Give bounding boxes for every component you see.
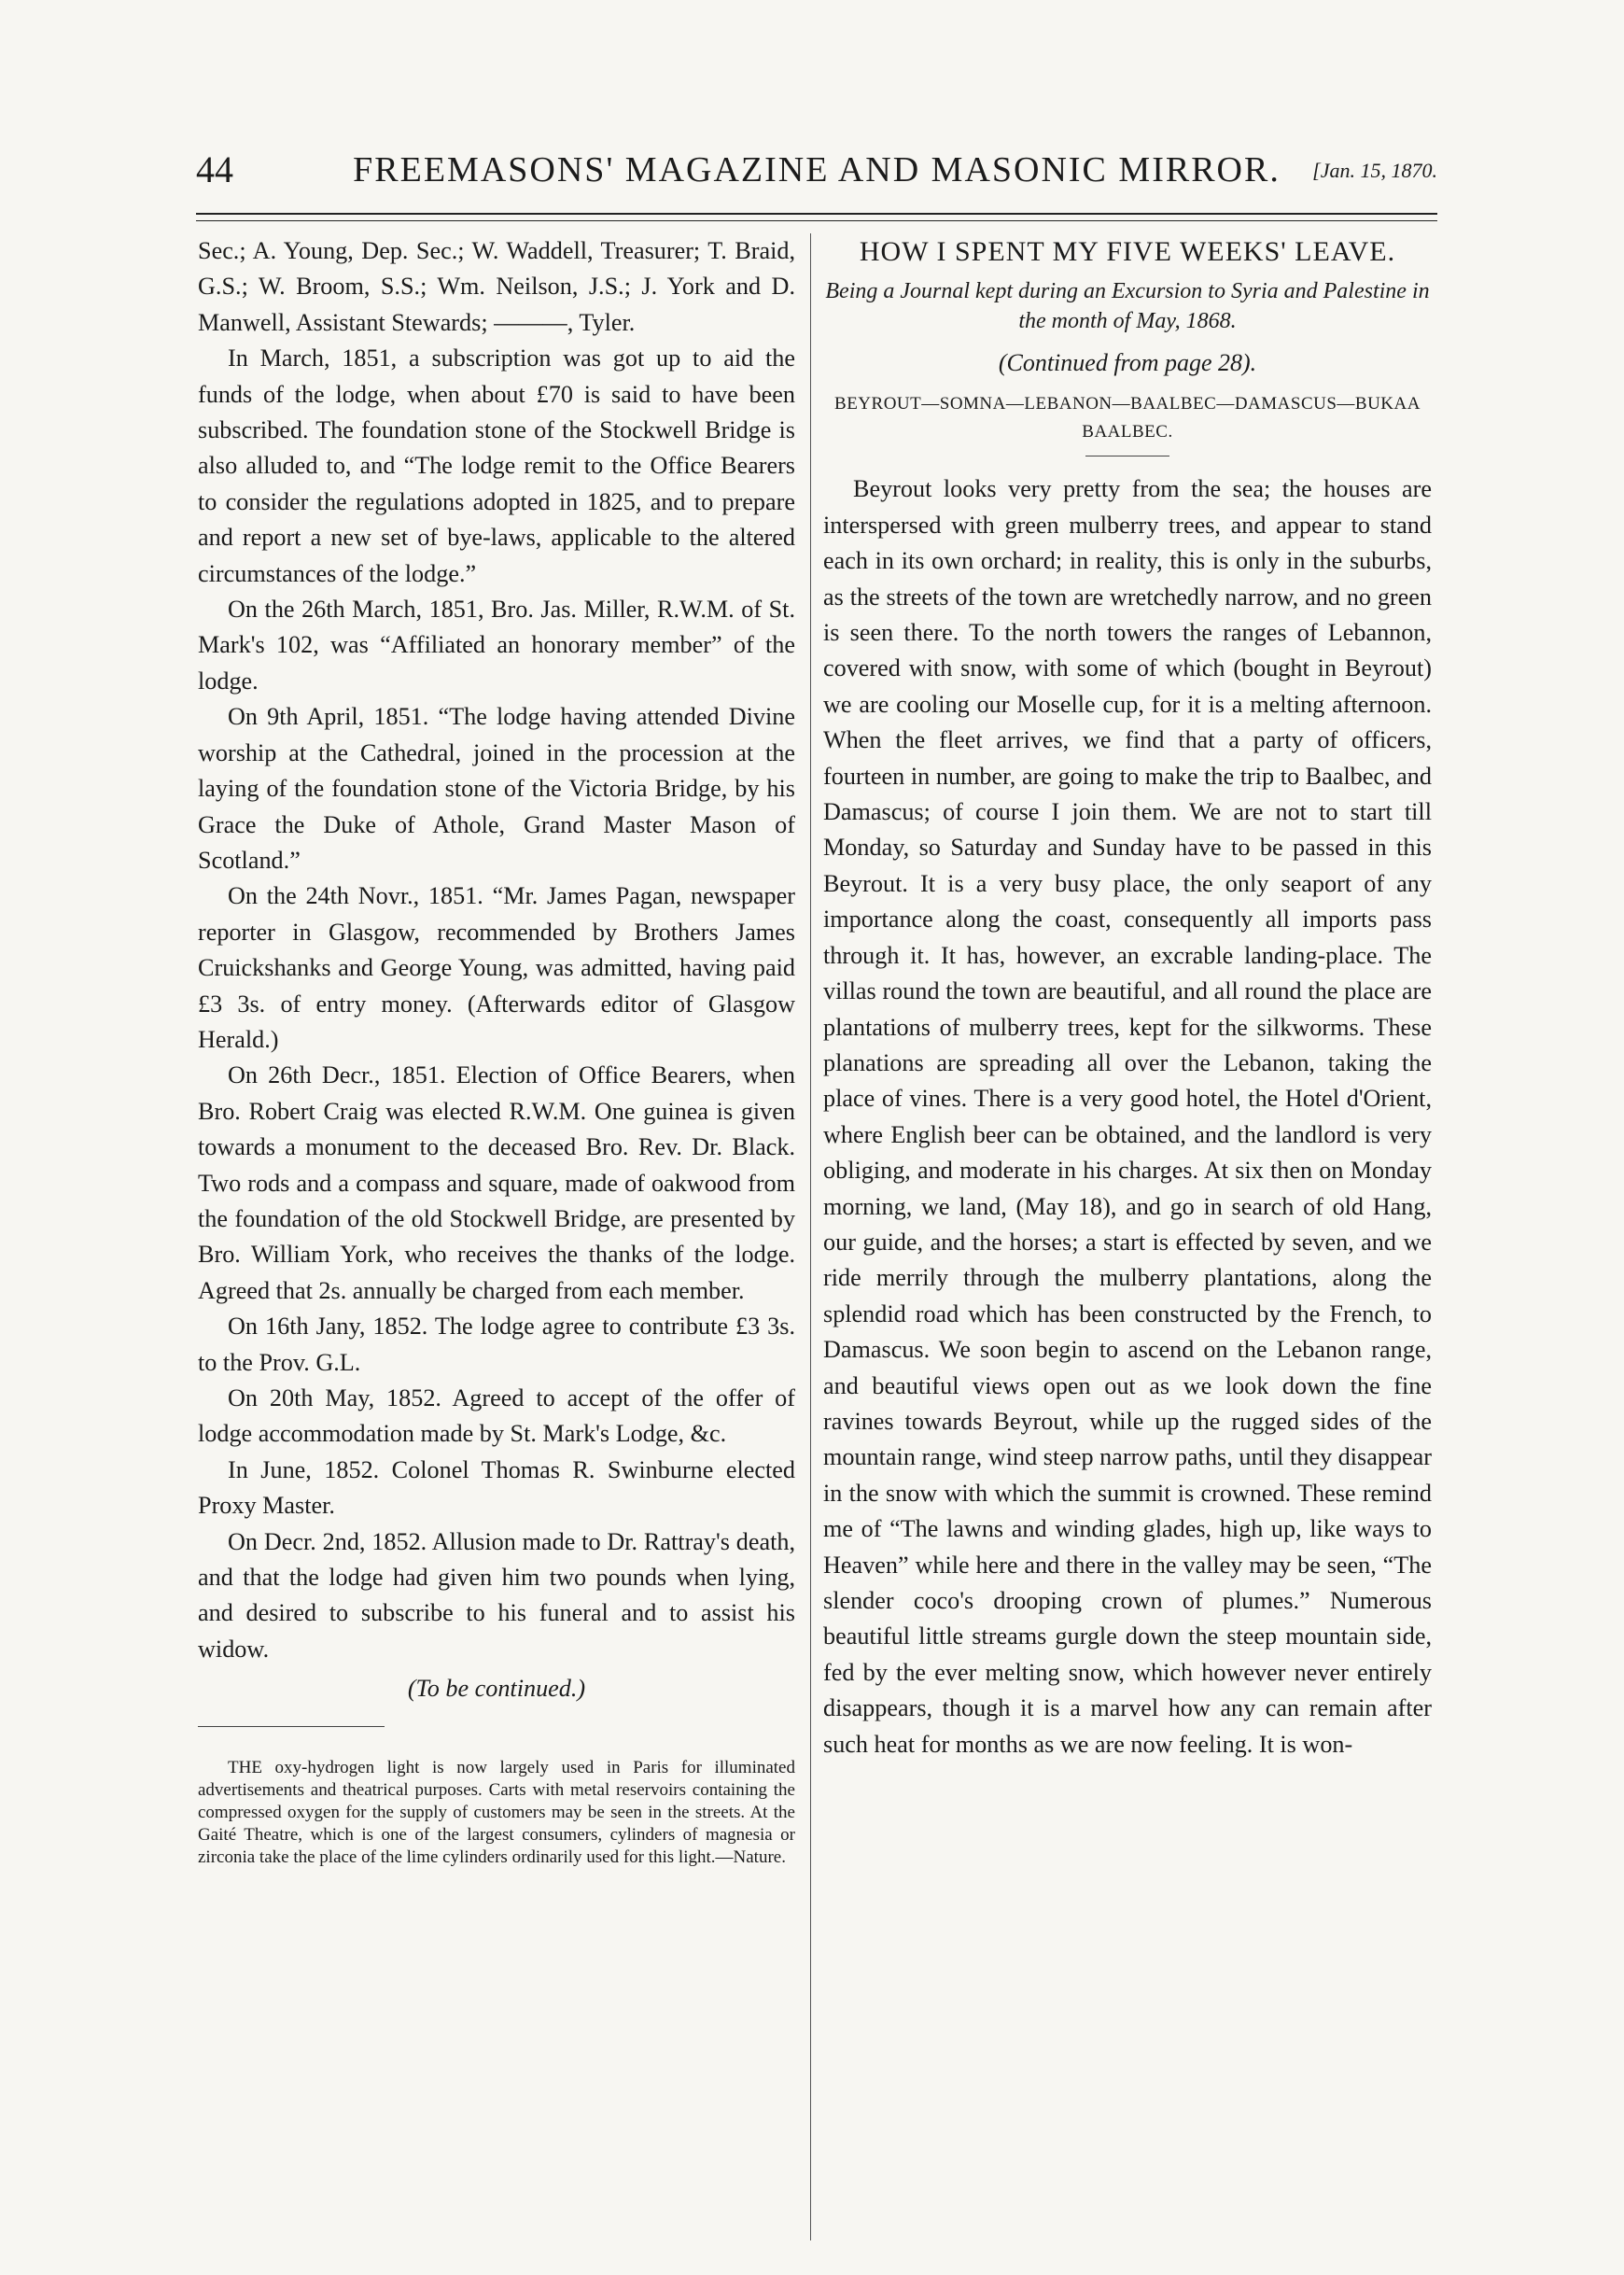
header-rule-thin xyxy=(196,220,1437,221)
december-1851-paragraph: On 26th Decr., 1851. Election of Office Bearers, when Bro. Robert Craig was elected R.W.M. One guinea is given towards a monument to the deceased Bro. Rev. Dr. Black. Two rods and a compass and square, made of oakwood from the foundation of the old Stockwell Bridge, are presented by Bro. William York, who receives the thanks of the lodge. Agreed that 2s. annually be charged from each member. xyxy=(198,1061,795,1304)
january-1852-paragraph: On 16th Jany, 1852. The lodge agree to contribute £3 3s. to the Prov. G.L. xyxy=(198,1313,795,1376)
affiliation-paragraph: On the 26th March, 1851, Bro. Jas. Miller, R.W.M. of St. Mark's 102, was “Affiliated an honorary member” of the lodge. xyxy=(198,596,795,695)
beyrout-paragraph: Beyrout looks very pretty from the sea; the houses are interspersed with green mulberry trees, and appear to stand each in its own orchard; in reality, this is only in the suburbs, as the streets of the town are wretchedly narrow, and no green is seen there. To the north towers the ranges of Lebannon, covered with snow, with some of which (bought in Beyrout) we are cooling our Moselle cup, for it is a melting afternoon. When the fleet arrives, we find that a party of officers, fourteen in number, are going to make the trip to Baalbec, and Damascus; of course I join them. We are not to start till Monday, so Saturday and Sunday have to be passed in this Beyrout. It is a very busy place, the only seaport of any importance along the coast, consequently all imports pass through it. It has, however, an excrable landing-place. The villas round the town are beautiful, and all round the place are plantations of mulberry trees, kept for the silkworms. These planations are spreading all over the Lebanon, taking the place of vines. There is a very good hotel, the Hotel d'Orient, where English beer can be obtained, and the landlord is very obliging, and moderate in his charges. At six then on Monday morning, we land, (May 18), and go in search of old Hang, our guide, and the horses; a start is effected by seven, and we ride merrily through the mulberry plantations, along the splendid road which has been constructed by the French, to Damascus. We soon begin to ascend on the Lebanon range, and beautiful views open out as we look down the fine ravines towards Beyrout, while up the rugged sides of the mountain range, wind steep narrow paths, until they disappear in the snow with which the summit is crowned. These remind me of “The lawns and winding glades, high up, like ways to Heaven” while here and there in the valley may be seen, “The slender coco's drooping crown of plumes.” Numerous beautiful little streams gurgle down the steep mountain side, fed by the ever melting snow, which however never entirely disappears, though it is a marvel how any can remain after such heat for months as we are now feeling. It is won- xyxy=(823,475,1432,1758)
oxy-hydrogen-footnote: THE oxy-hydrogen light is now largely used in Paris for illuminated advertisements and theatrical purposes. Carts with metal reservoirs containing the compressed oxygen for the supply of customers may be seen in the streets. At the Gaité Theatre, which is one of the largest consumers, cylinders of magnesia or zirconia take the place of the lime cylinders ordinarily used for this light.—Nature. xyxy=(198,1757,795,1867)
column-divider xyxy=(810,233,811,2240)
page-number: 44 xyxy=(196,148,233,190)
right-column xyxy=(823,233,1432,1762)
masthead-title: FREEMASONS' MAGAZINE AND MASONIC MIRROR. xyxy=(353,150,1281,190)
may-1852-paragraph: On 20th May, 1852. Agreed to accept of the offer of lodge accommodation made by St. Mark's Lodge, &c. xyxy=(198,1384,795,1448)
left-column xyxy=(198,233,795,1869)
page-header xyxy=(196,147,1437,194)
june-1852-paragraph: In June, 1852. Colonel Thomas R. Swinburne elected Proxy Master. xyxy=(198,1455,795,1520)
issue-date: [Jan. 15, 1870. xyxy=(1312,159,1437,182)
header-rule-thick xyxy=(196,213,1437,215)
lodge-officers-paragraph: Sec.; A. Young, Dep. Sec.; W. Waddell, Treasurer; T. Braid, G.S.; W. Broom, S.S.; Wm. Neilson, J.S.; J. York and D. Manwell, Assistant Stewards; ———, Tyler. xyxy=(198,237,795,336)
places-list: BEYROUT—SOMNA—LEBANON—BAALBEC—DAMASCUS—BUKAA BAALBEC. xyxy=(834,394,1421,442)
to-be-continued: (To be continued.) xyxy=(407,1675,586,1703)
november-1851-paragraph: On the 24th Novr., 1851. “Mr. James Pagan, newspaper reporter in Glasgow, recommended by Brothers James Cruickshanks and George Young, was admitted, having paid £3 3s. of entry money. (Afterwards editor of Glasgow Herald.) xyxy=(198,882,795,1053)
december-1852-paragraph: On Decr. 2nd, 1852. Allusion made to Dr. Rattray's death, and that the lodge had given him two pounds when lying, and desired to subscribe to his funeral and to assist his widow. xyxy=(198,1527,795,1663)
april-1851-paragraph: On 9th April, 1851. “The lodge having attended Divine worship at the Cathedral, joined in the procession at the laying of the foundation stone of the Victoria Bridge, by his Grace the Duke of Athole, Grand Master Mason of Scotland.” xyxy=(198,703,795,874)
march-1851-paragraph: In March, 1851, a subscription was got up to aid the funds of the lodge, when about £70 is said to have been subscribed. The foundation stone of the Stockwell Bridge is also alluded to, and “The lodge remit to the Office Bearers to consider the regulations adopted in 1825, and to prepare and report a new set of bye-laws, applicable to the altered circumstances of the lodge.” xyxy=(198,344,795,587)
article-title: HOW I SPENT MY FIVE WEEKS' LEAVE. xyxy=(859,236,1396,267)
footnote-rule xyxy=(198,1726,385,1727)
continued-note: (Continued from page 28). xyxy=(998,349,1257,376)
article-subtitle: Being a Journal kept during an Excursion to Syria and Palestine in the month of May, 1868. xyxy=(825,279,1430,333)
